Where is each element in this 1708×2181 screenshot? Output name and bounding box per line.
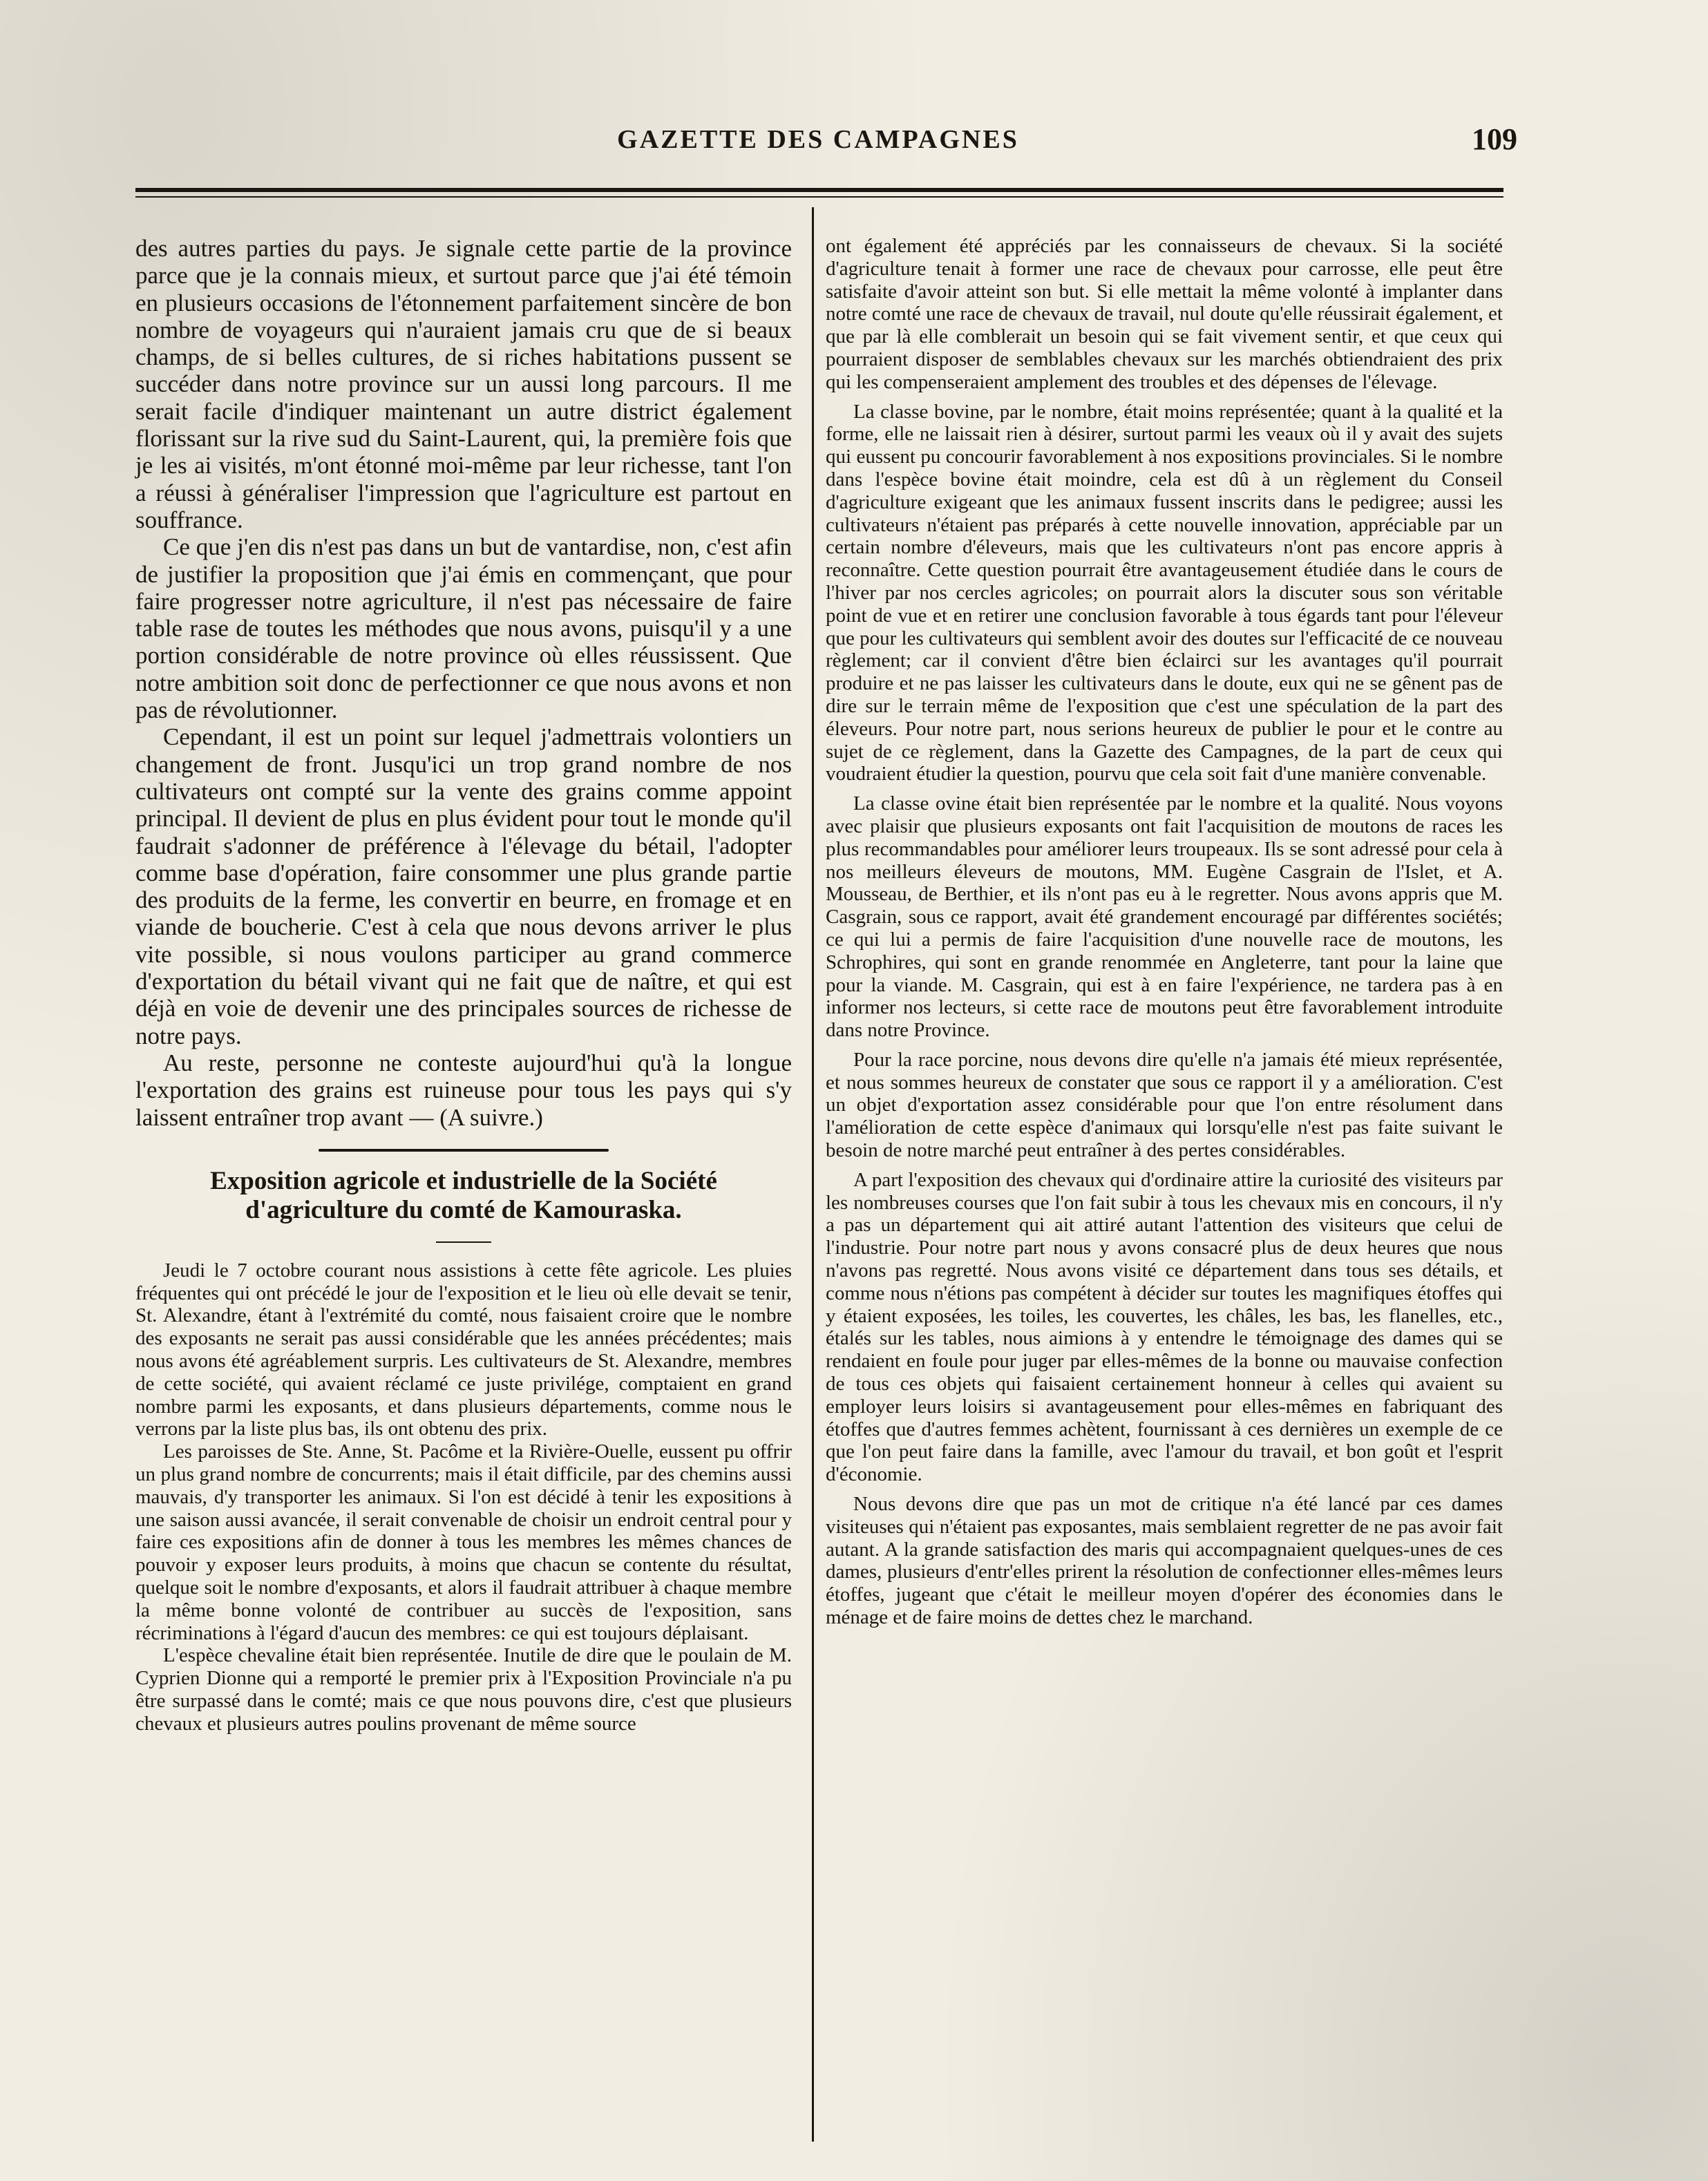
- article-paragraph-2: Les paroisses de Ste. Anne, St. Pacôme et la Rivière-Ouelle, eussent pu offrir un plus grand nombre de concurrents; mais il était difficile, par des chemins aussi mauvais, d'y transporter les animaux. Si l'on est décidé à tenir les expositions à une saison aussi avancée, il serait convenable de choisir un endroit central pour y faire ces expositions afin de donner à tous les membres les mêmes chances de pouvoir y exposer leurs produits, à moins que chacun se contente du résultat, quelque soit le nombre d'exposants, et alors il faudrait attribuer à chaque membre la même bonne volonté de contribuer au succès de l'exposition, sans récriminations à l'égard d'aucun des membres: ce qui est toujours déplaisant.: [135, 1440, 792, 1644]
- article-heading: Exposition agricole et industrielle de la Société d'agriculture du comté de Kamouraska.: [210, 1166, 717, 1224]
- right-paragraph-1: ont également été appréciés par les connaisseurs de chevaux. Si la société d'agriculture tenait à former une race de chevaux pour carrosse, elle peut être satisfaite d'avoir atteint son but. Si elle mettait la même volonté à implanter dans notre comté une race de chevaux de travail, nul doute qu'elle réussirait également, et que par là elle comblerait un besoin qui se fait vivement sentir, et que ceux qui pourraient disposer de semblables chevaux sur les marchés obtiendraient des prix qui les compenseraient amplement des troubles et des dépenses de l'élevage.: [826, 235, 1503, 393]
- left-paragraph-2: Ce que j'en dis n'est pas dans un but de vantardise, non, c'est afin de justifier la proposition que j'ai émis en commençant, que pour faire progresser notre agriculture, il n'est pas nécessaire de faire table rase de toutes les méthodes que nous avons, puisqu'il y a une portion considérable de notre province où elles réussissent. Que notre ambition soit donc de perfectionner ce que nous avons et non pas de révolutionner.: [135, 533, 792, 724]
- right-paragraph-4: Pour la race porcine, nous devons dire qu'elle n'a jamais été mieux représentée, et nous sommes heureux de constater que sous ce rapport il y a amélioration. C'est un objet d'exportation assez considérable pour que l'on entre résolument dans l'amélioration de cette espèce d'animaux qui lorsqu'elle n'est pas faite suivant le besoin de notre marché peut entraîner à des pertes considérables.: [826, 1048, 1503, 1162]
- article-separator: [319, 1149, 609, 1152]
- left-paragraph-4: Au reste, personne ne conteste aujourd'hui qu'à la longue l'exportation des grains est ruineuse pour tous les pays qui s'y laissent entraîner trop avant — (A suivre.): [135, 1049, 792, 1131]
- page-number: 109: [1472, 122, 1517, 156]
- left-column: [135, 235, 792, 1735]
- left-paragraph-3: Cependant, il est un point sur lequel j'admettrais volontiers un changement de front. Jusqu'ici un trop grand nombre de nos cultivateurs ont compté sur la vente des grains comme appoint principal. Il devient de plus en plus évident pour tout le monde qu'il faudrait s'adonner de préférence à l'élevage du bétail, l'adopter comme base d'opération, faire consommer une plus grande partie des produits de la ferme, les convertir en beurre, en fromage et en viande de boucherie. C'est à cela que nous devons arriver le plus vite possible, si nous voulons participer au grand commerce d'exportation du bétail vivant qui ne fait que de naître, et qui est déjà en voie de devenir une des principales sources de richesse de notre pays.: [135, 723, 792, 1049]
- column-divider: [812, 207, 814, 2142]
- left-paragraph-1: des autres parties du pays. Je signale cette partie de la province parce que je la connais mieux, et surtout parce que j'ai été témoin en plusieurs occasions de l'étonnement parfaitement sincère de bon nombre de voyageurs qui n'auraient jamais cru que de si beaux champs, de si belles cultures, de si riches habitations pussent se succéder dans notre province sur un aussi long parcours. Il me serait facile d'indiquer maintenant un autre district également florissant sur la rive sud du Saint-Laurent, qui, la première fois que je les ai visités, m'ont étonné moi-même par leur richesse, tant l'on a réussi à généraliser l'impression que l'agriculture est partout en souffrance.: [135, 235, 792, 533]
- right-column: [826, 235, 1503, 1636]
- newspaper-title: GAZETTE DES CAMPAGNES: [617, 125, 1019, 154]
- heading-rule: [436, 1241, 491, 1243]
- header-rule-thick: [135, 188, 1503, 192]
- right-paragraph-3: La classe ovine était bien représentée par le nombre et la qualité. Nous voyons avec plaisir que plusieurs exposants ont fait l'acquisition de moutons de races les plus recommandables pour améliorer leurs troupeaux. Ils se sont adressé pour cela à nos meilleurs éleveurs de moutons, MM. Eugène Casgrain de l'Islet, et A. Mousseau, de Berthier, et ils n'ont pas eu à le regretter. Nous avons appris que M. Casgrain, sous ce rapport, avait été grandement encouragé par différentes sociétés; ce qui lui a permis de faire l'acquisition d'une nouvelle race de moutons, les Schrophires, qui sont en grande renommée en Angleterre, tant pour la laine que pour la viande. M. Casgrain, qui est à en faire l'expérience, ne tardera pas à en informer nos lecteurs, si cette race de moutons peut être favorablement introduite dans notre Province.: [826, 792, 1503, 1042]
- masthead: [135, 117, 1517, 166]
- right-paragraph-5: A part l'exposition des chevaux qui d'ordinaire attire la curiosité des visiteurs par les nombreuses courses que l'on fait subir à tous les chevaux mis en concours, il n'y a pas un département qui ait attiré autant l'attention des visiteurs que celui de l'industrie. Pour notre part nous y avons consacré plus de deux heures que nous n'avons pas regretté. Nous avons visité ce département dans tous ses détails, et comme nous n'étions pas compétent à décider sur toutes les magnifiques étoffes qui y étaient exposées, les toiles, les couvertes, les châles, les bas, les flanelles, etc., étalés sur les tables, nous aimions à y entendre le témoignage des dames qui se rendaient en foule pour juger par elles-mêmes de la bonne ou mauvaise confection de tous ces objets qui faisaient certainement honneur à celles qui avaient su employer leurs loisirs si avantageusement pour elles-mêmes en fabriquant des étoffes que d'autres femmes achètent, fournissant à ces dernières un exemple de ce que l'on peut faire dans la famille, avec l'amour du travail, et bon goût et l'esprit d'économie.: [826, 1168, 1503, 1486]
- right-paragraph-2: La classe bovine, par le nombre, était moins représentée; quant à la qualité et la forme, elle ne laissait rien à désirer, surtout parmi les veaux où il y avait des sujets qui eussent pu concourir favorablement à nos expositions provinciales. Si le nombre dans l'espèce bovine était moindre, cela est dû à un règlement du Conseil d'agriculture exigeant que les animaux fussent inscrits dans le pedigree; aussi les cultivateurs n'étaient pas préparés à cette nouvelle innovation, appréciable par un certain nombre d'éleveurs, mais que les cultivateurs n'ont pas encore appris à reconnaître. Cette question pourrait être avantageusement étudiée dans le cours de l'hiver par nos cercles agricoles; on pourrait alors la discuter sous son véritable point de vue et en retirer une conclusion favorable à tous égards tant pour l'éleveur que pour les cultivateurs qui semblent avoir des doutes sur l'efficacité de ce nouveau règlement; car il convient d'être bien éclairci sur les avantages qu'il pourrait produire et ne pas laisser les cultivateurs dans le doute, eux qui ne se gênent pas de dire sur le terrain même de l'exposition que c'est une spéculation de la part des éleveurs. Pour notre part, nous serions heureux de publier le pour et le contre au sujet de ce règlement, dans la Gazette des Campagnes, de la part de ceux qui voudraient étudier la question, pourvu que cela soit fait d'une manière convenable.: [826, 400, 1503, 785]
- article-paragraph-3: L'espèce chevaline était bien représentée. Inutile de dire que le poulain de M. Cyprien Dionne qui a remporté le premier prix à l'Exposition Provinciale n'a pu être surpassé dans le comté; mais ce que nous pouvons dire, c'est que plusieurs chevaux et plusieurs autres poulins provenant de même source: [135, 1644, 792, 1735]
- header-rule-thin: [135, 196, 1503, 198]
- right-paragraph-6: Nous devons dire que pas un mot de critique n'a été lancé par ces dames visiteuses qui n'étaient pas exposantes, mais semblaient regretter de ne pas avoir fait autant. A la grande satisfaction des maris qui accompagnaient quelques-unes de ces dames, plusieurs d'entr'elles prirent la résolution de confectionner elles-mêmes leurs étoffes, jugeant que c'était le meilleur moyen d'opérer des économies dans le ménage et de faire moins de dettes chez le marchand.: [826, 1493, 1503, 1629]
- article-paragraph-1: Jeudi le 7 octobre courant nous assistions à cette fête agricole. Les pluies fréquentes qui ont précédé le jour de l'exposition et le lieu où elle devait se tenir, St. Alexandre, étant à l'extrémité du comté, nous faisaient croire que le nombre des exposants ne serait pas aussi considérable que les années précédentes; mais nous avons été agréablement surpris. Les cultivateurs de St. Alexandre, membres de cette société, qui avaient réclamé ce juste privilége, comptaient en grand nombre parmi les exposants, et dans plusieurs départements, comme nous le verrons par la liste plus bas, ils ont obtenu des prix.: [135, 1259, 792, 1440]
